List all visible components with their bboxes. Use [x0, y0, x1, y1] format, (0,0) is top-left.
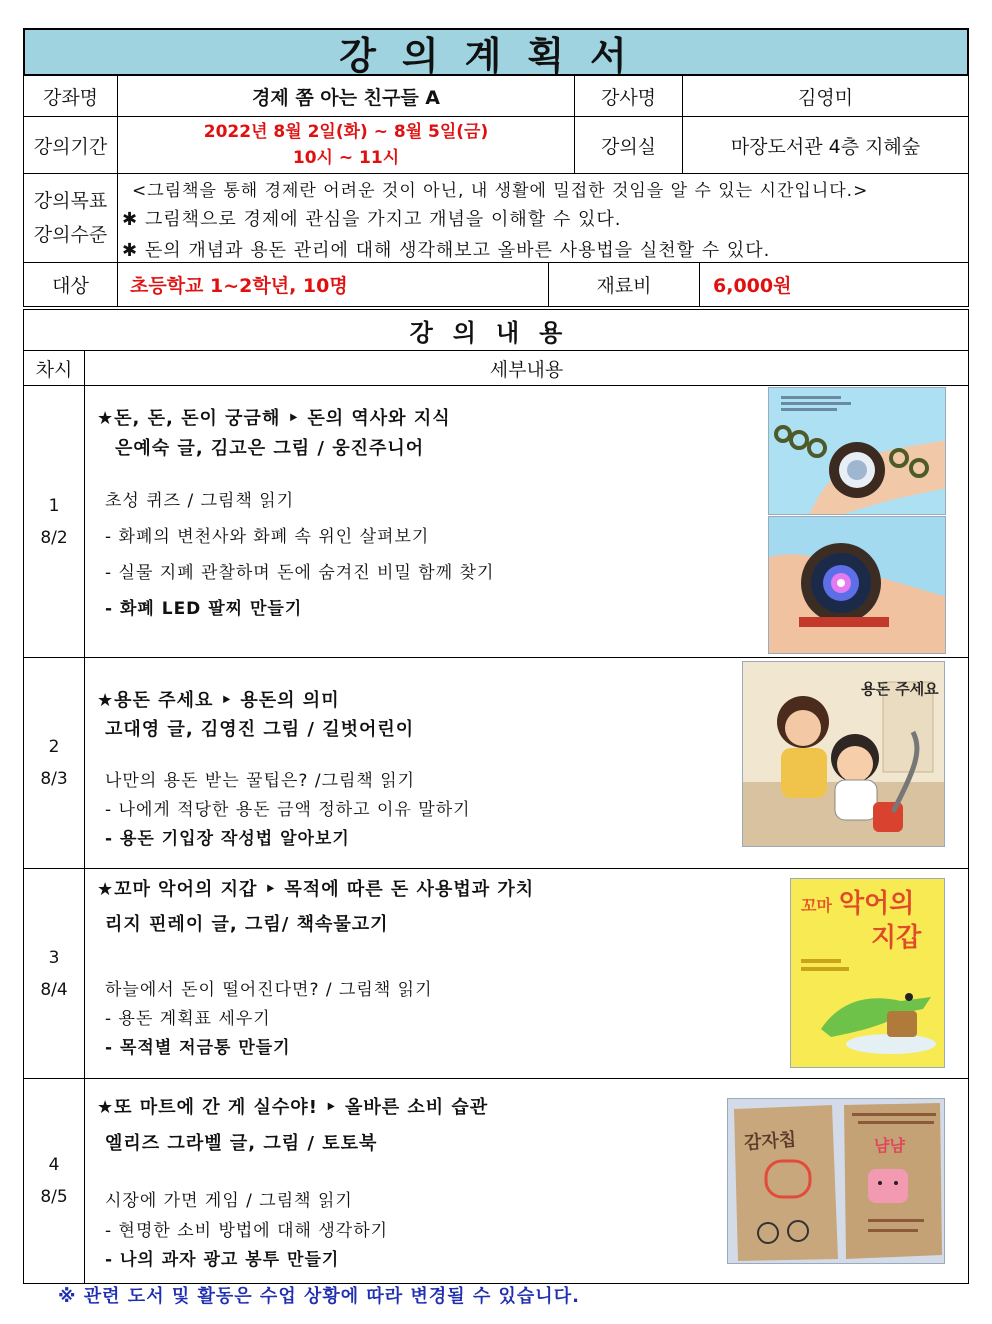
activity-line: - 실물 지폐 관찰하며 돈에 숨겨진 비밀 함께 찾기 [105, 563, 495, 583]
period-time: 10시 ~ 11시 [292, 148, 400, 168]
bullet-icon: ✱ [122, 209, 139, 230]
activity-line: 하늘에서 돈이 떨어진다면? / 그림책 읽기 [105, 980, 433, 1000]
book-author: 은예숙 글, 김고은 그림 / 웅진주니어 [115, 438, 425, 459]
session-number: 1 [48, 495, 60, 516]
col-detail-header: 세부내용 [84, 350, 969, 386]
book-author: 고대영 글, 김영진 그림 / 길벗어린이 [105, 719, 415, 740]
bag-label: 냠냠 [874, 1136, 905, 1155]
activity-line: 시장에 가면 게임 / 그림책 읽기 [105, 1191, 353, 1211]
session-number: 3 [48, 947, 60, 968]
book-cover-title: 지갑 [871, 923, 922, 953]
course-name: 경제 쫌 아는 친구들 A [117, 75, 575, 117]
page-title-text: 강의계획서 [339, 33, 653, 78]
period-dates: 2022년 8월 2일(화) ~ 8월 5일(금) [203, 122, 489, 142]
session-number-cell [23, 1078, 85, 1284]
snack-bags-photo [727, 1098, 945, 1264]
room-label: 강의실 [574, 116, 683, 174]
goal-item-2-text: 돈의 개념과 용돈 관리에 대해 생각해보고 올바른 사용법을 실천할 수 있다. [144, 240, 771, 261]
target-label: 대상 [23, 262, 118, 307]
goal-intro: <그림책을 통해 경제란 어려운 것이 아닌, 내 생활에 밀접한 것임을 알 수 있는 시간입니다.> [132, 181, 869, 201]
session-detail-cell [84, 868, 969, 1079]
book-title: ★또 마트에 간 게 실수야! ‣ 올바른 소비 습관 [97, 1097, 489, 1118]
book-cover-allowance [742, 661, 945, 847]
bullet-icon: ✱ [122, 240, 139, 261]
session-detail-cell [84, 385, 969, 658]
book-author: 리지 핀레이 글, 그림/ 책속물고기 [105, 914, 389, 935]
session-number: 4 [48, 1155, 60, 1175]
session-date: 8/5 [40, 1187, 68, 1207]
session-date: 8/2 [40, 527, 68, 548]
activity-line: 나만의 용돈 받는 꿀팁은? /그림책 읽기 [105, 771, 416, 791]
target-value: 초등학교 1~2학년, 10명 [117, 262, 549, 307]
instructor-label: 강사명 [574, 75, 683, 117]
session-date: 8/4 [40, 979, 68, 1000]
footnote: ※ 관련 도서 및 활동은 수업 상황에 따라 변경될 수 있습니다. [58, 1286, 580, 1307]
book-cover-title: 용돈 주세요 [861, 680, 939, 698]
fee-label: 재료비 [548, 262, 700, 307]
session-detail-cell [84, 1078, 969, 1284]
book-cover-small: 꼬마 [801, 896, 832, 915]
session-number: 2 [48, 737, 60, 757]
activity-line: - 용돈 계획표 세우기 [105, 1009, 271, 1029]
course-label: 강좌명 [23, 75, 118, 117]
room-name: 마장도서관 4층 지혜숲 [682, 116, 969, 174]
bracelet-photo-top [768, 387, 946, 515]
activity-line: - 나에게 적당한 용돈 금액 정하고 이유 말하기 [105, 800, 471, 820]
goal-item-2 [122, 236, 770, 262]
period-value [117, 116, 575, 174]
activity-line-main: - 목적별 저금통 만들기 [105, 1038, 291, 1058]
book-title: ★꼬마 악어의 지갑 ‣ 목적에 따른 돈 사용법과 가치 [97, 879, 535, 900]
instructor-name: 김영미 [682, 75, 969, 117]
section-title: 강의내용 [23, 309, 969, 351]
activity-line: - 현명한 소비 방법에 대해 생각하기 [105, 1221, 389, 1241]
goal-label-cell [23, 173, 118, 263]
bag-label: 감자칩 [743, 1129, 797, 1154]
col-session-header: 차시 [23, 350, 85, 386]
book-title: ★용돈 주세요 ‣ 용돈의 의미 [97, 690, 340, 711]
bracelet-photo-bottom [768, 516, 946, 654]
book-cover-title: 악어의 [839, 889, 915, 919]
session-number-cell [23, 868, 85, 1079]
activity-line-main: - 용돈 기입장 작성법 알아보기 [105, 829, 350, 849]
activity-line: - 화폐의 변천사와 화폐 속 위인 살펴보기 [105, 527, 430, 547]
goal-content [117, 173, 969, 263]
session-detail-cell [84, 657, 969, 869]
level-label: 강의수준 [33, 224, 108, 246]
book-author: 엘리즈 그라벨 글, 그림 / 토토북 [105, 1133, 378, 1154]
page-title [23, 28, 969, 76]
book-cover-crocodile [790, 878, 945, 1068]
activity-line: 초성 퀴즈 / 그림책 읽기 [105, 491, 295, 511]
goal-item-1 [122, 205, 622, 231]
activity-line-main: - 화폐 LED 팔찌 만들기 [105, 599, 303, 619]
goal-item-1-text: 그림책으로 경제에 관심을 가지고 개념을 이해할 수 있다. [144, 209, 622, 230]
activity-line-main: - 나의 과자 광고 봉투 만들기 [105, 1250, 340, 1270]
session-number-cell [23, 385, 85, 658]
period-label: 강의기간 [23, 116, 118, 174]
fee-value: 6,000원 [699, 262, 969, 307]
session-number-cell [23, 657, 85, 869]
book-title: ★돈, 돈, 돈이 궁금해 ‣ 돈의 역사와 지식 [97, 408, 451, 429]
goal-label: 강의목표 [33, 190, 108, 212]
session-date: 8/3 [40, 769, 68, 789]
